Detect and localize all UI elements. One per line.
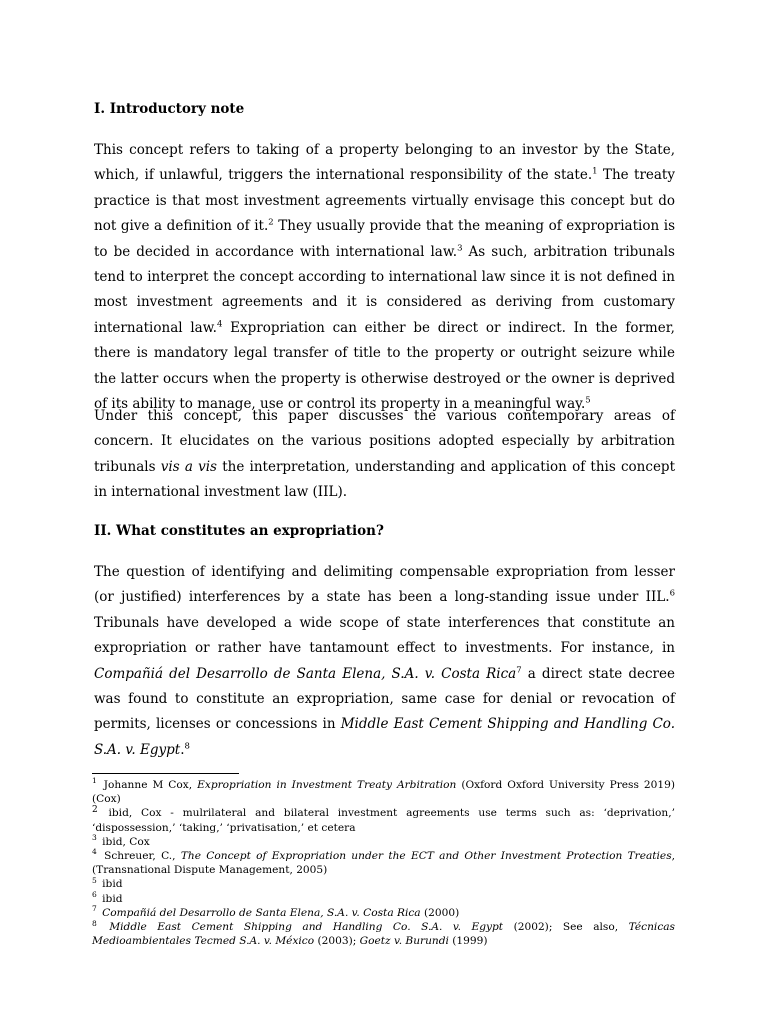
- footnote-separator: [92, 773, 239, 774]
- footnote-5: $^5$ ibid: [92, 875, 123, 891]
- footnote-6: $^6$ ibid: [92, 890, 123, 905]
- footnote-8: $^8$ Middle East Cement Shipping and Handling Co. S.A. v. Egypt (2002); See also, Técnicas Medioambientales Tecmed S.A. v. México (2003); Goetz v. Burundi (1999): [92, 918, 675, 948]
- footnote-ref-3[interactable]: 3: [457, 243, 463, 254]
- footnote-ref-4[interactable]: 4: [216, 319, 223, 330]
- footnote-3: $^3$ ibid, Cox: [92, 833, 150, 848]
- case-name-santa-elena: Compañiá del Desarrollo de Santa Elena, S.A. v. Costa Rica: [94, 665, 517, 682]
- footnote-ref-7[interactable]: 7: [516, 665, 522, 676]
- footnote-1: $^1$ Johanne M Cox, Expropriation in Investment Treaty Arbitration (Oxford Oxford University Press 2019) (Cox): [92, 776, 675, 806]
- footnote-ref-2[interactable]: 2: [268, 217, 274, 228]
- intro-paragraph-2: Under this concept, this paper discusses the various contemporary areas of concern. It elucidates on the various positions adopted especially by arbitration tribunals vis a vis the interpretation, understanding and application of this concept in international investment law (IIL).: [94, 408, 675, 501]
- section2-paragraph-1: The question of identifying and delimiting compensable expropriation from lesser (or justified) interferences by a state has been a long-standing issue under IIL.$^6$ Tribunals have developed a wide scope of state interferences that constitute an expropriation or rather have tantamount effect to investments. For instance, in Compañiá del Desarrollo de Santa Elena, S.A. v. Costa Rica$^7$ a direct state decree was found to constitute an expropriation, same case for denial or revocation of permits, licenses or concessions in Middle East Cement Shipping and Handling Co. S.A. v. Egypt.$^8$: [94, 564, 675, 758]
- footnote-ref-6[interactable]: 6: [669, 588, 675, 599]
- case-name-middle-east-cement: Middle East Cement Shipping and Handling Co. S.A. v. Egypt: [94, 716, 675, 758]
- footnote-ref-1[interactable]: 1: [592, 166, 598, 177]
- footnote-ref-5[interactable]: 5: [585, 395, 591, 406]
- footnote-2: $^2$ ibid, Cox - mulrilateral and bilateral investment agreements use terms such as: ‘deprivation,’ ‘dispossession,’ ‘taking,’ ‘privatisation,’ et cetera: [92, 804, 675, 834]
- section-heading-what-constitutes: II. What constitutes an expropriation?: [94, 523, 384, 539]
- footnote-ref-8[interactable]: 8: [184, 741, 190, 752]
- section-heading-introductory-note: I. Introductory note: [94, 101, 245, 117]
- footnote-7: $^7$ Compañiá del Desarrollo de Santa Elena, S.A. v. Costa Rica (2000): [92, 904, 460, 919]
- intro-paragraph-1: This concept refers to taking of a property belonging to an investor by the State, which, if unlawful, triggers the international responsibility of the state.$^1$ The treaty practice is that most investment agreements virtually envisage this concept but do not give a definition of it.$^2$ They usually provide that the meaning of expropriation is to be decided in accordance with international law.$^3$ As such, arbitration tribunals tend to interpret the concept according to international law since it is not defined in most investment agreements and it is considered as deriving from customary international law.$^4$ Expropriation can either be direct or indirect. In the former, there is mandatory legal transfer of title to the property or outright seizure while the latter occurs when the property is otherwise destroyed or the owner is deprived of its ability to manage, use or control its property in a meaningful way.$^5$: [94, 142, 675, 413]
- footnotes-list: [92, 778, 675, 948]
- footnote-4: $^4$ Schreuer, C., The Concept of Expropriation under the ECT and Other Investment Protection Treaties, (Transnational Dispute Management, 2005): [92, 847, 676, 877]
